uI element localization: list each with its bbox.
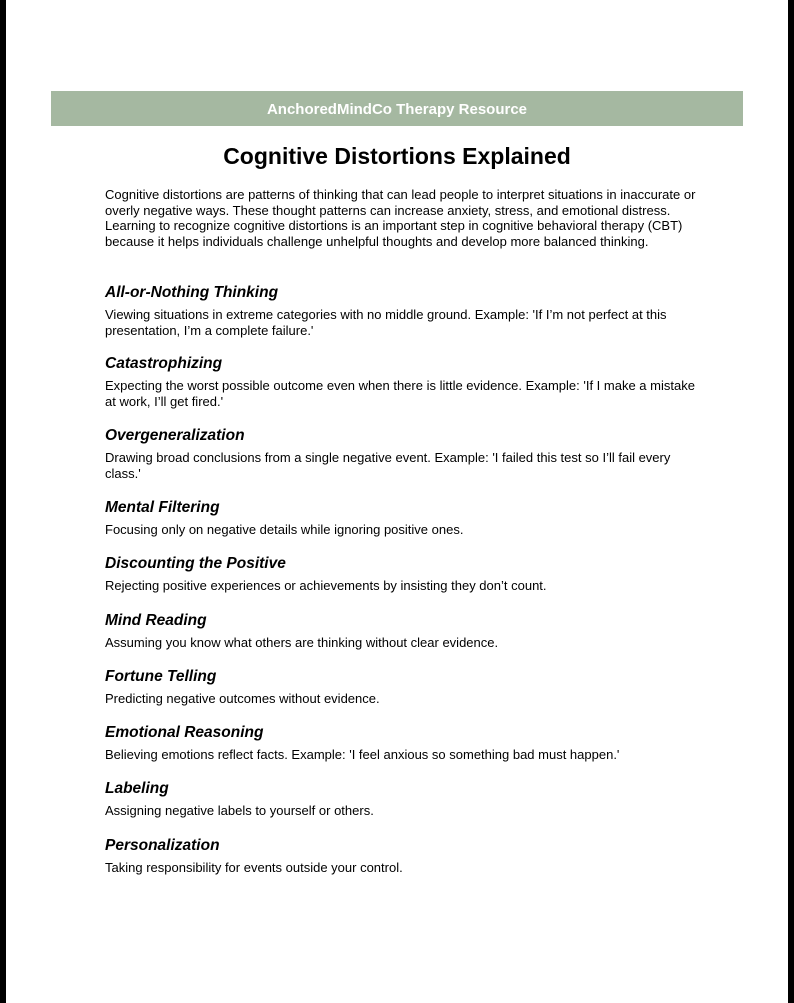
distortion-heading: Fortune Telling	[105, 668, 217, 685]
distortion-description: Assuming you know what others are thinking without clear evidence.	[105, 635, 499, 650]
distortion-fortune-telling	[105, 668, 705, 707]
distortion-mind-reading	[105, 612, 705, 651]
header-banner: AnchoredMindCo Therapy Resource	[51, 91, 743, 126]
distortion-overgeneralization	[105, 427, 705, 481]
distortion-description: Drawing broad conclusions from a single negative event. Example: 'I failed this test so I’ll fail every class.'	[105, 450, 671, 481]
distortion-description: Assigning negative labels to yourself or others.	[105, 803, 374, 818]
distortion-heading: Discounting the Positive	[105, 555, 286, 572]
distortion-heading: Overgeneralization	[105, 427, 245, 444]
distortion-heading: Emotional Reasoning	[105, 724, 264, 741]
distortion-description: Focusing only on negative details while ignoring positive ones.	[105, 522, 464, 537]
distortion-heading: Labeling	[105, 780, 169, 797]
distortion-description: Expecting the worst possible outcome even when there is little evidence. Example: 'If I make a mistake at work, I’ll get fired.'	[105, 378, 695, 409]
distortion-mental-filtering	[105, 499, 705, 538]
intro-paragraph: Cognitive distortions are patterns of thinking that can lead people to interpret situations in inaccurate or overly negative ways. These thought patterns can increase anxiety, stress, and emotional distress. Learning to recognize cognitive distortions is an important step in cognitive behavioral therapy (CBT) because it helps individuals challenge unhelpful thoughts and develop more balanced thinking.	[105, 187, 696, 249]
distortion-catastrophizing	[105, 355, 705, 409]
distortion-labeling	[105, 780, 705, 819]
document-page	[6, 0, 788, 1003]
distortion-description: Taking responsibility for events outside your control.	[105, 860, 403, 875]
distortion-emotional-reasoning	[105, 724, 705, 763]
distortion-description: Rejecting positive experiences or achievements by insisting they don’t count.	[105, 578, 547, 593]
distortion-personalization	[105, 837, 705, 876]
distortion-description: Predicting negative outcomes without evidence.	[105, 691, 380, 706]
distortion-description: Believing emotions reflect facts. Example: 'I feel anxious so something bad must happen.'	[105, 747, 620, 762]
distortion-all-or-nothing	[105, 284, 705, 338]
distortion-heading: Catastrophizing	[105, 355, 223, 372]
distortion-heading: Personalization	[105, 837, 220, 854]
distortion-heading: Mental Filtering	[105, 499, 220, 516]
distortion-heading: Mind Reading	[105, 612, 207, 629]
distortion-heading: All-or-Nothing Thinking	[105, 284, 279, 301]
distortion-description: Viewing situations in extreme categories with no middle ground. Example: 'If I’m not perfect at this presentation, I’m a complete failure.'	[105, 307, 667, 338]
page-title: Cognitive Distortions Explained	[223, 143, 571, 169]
distortion-discounting-positive	[105, 555, 705, 594]
